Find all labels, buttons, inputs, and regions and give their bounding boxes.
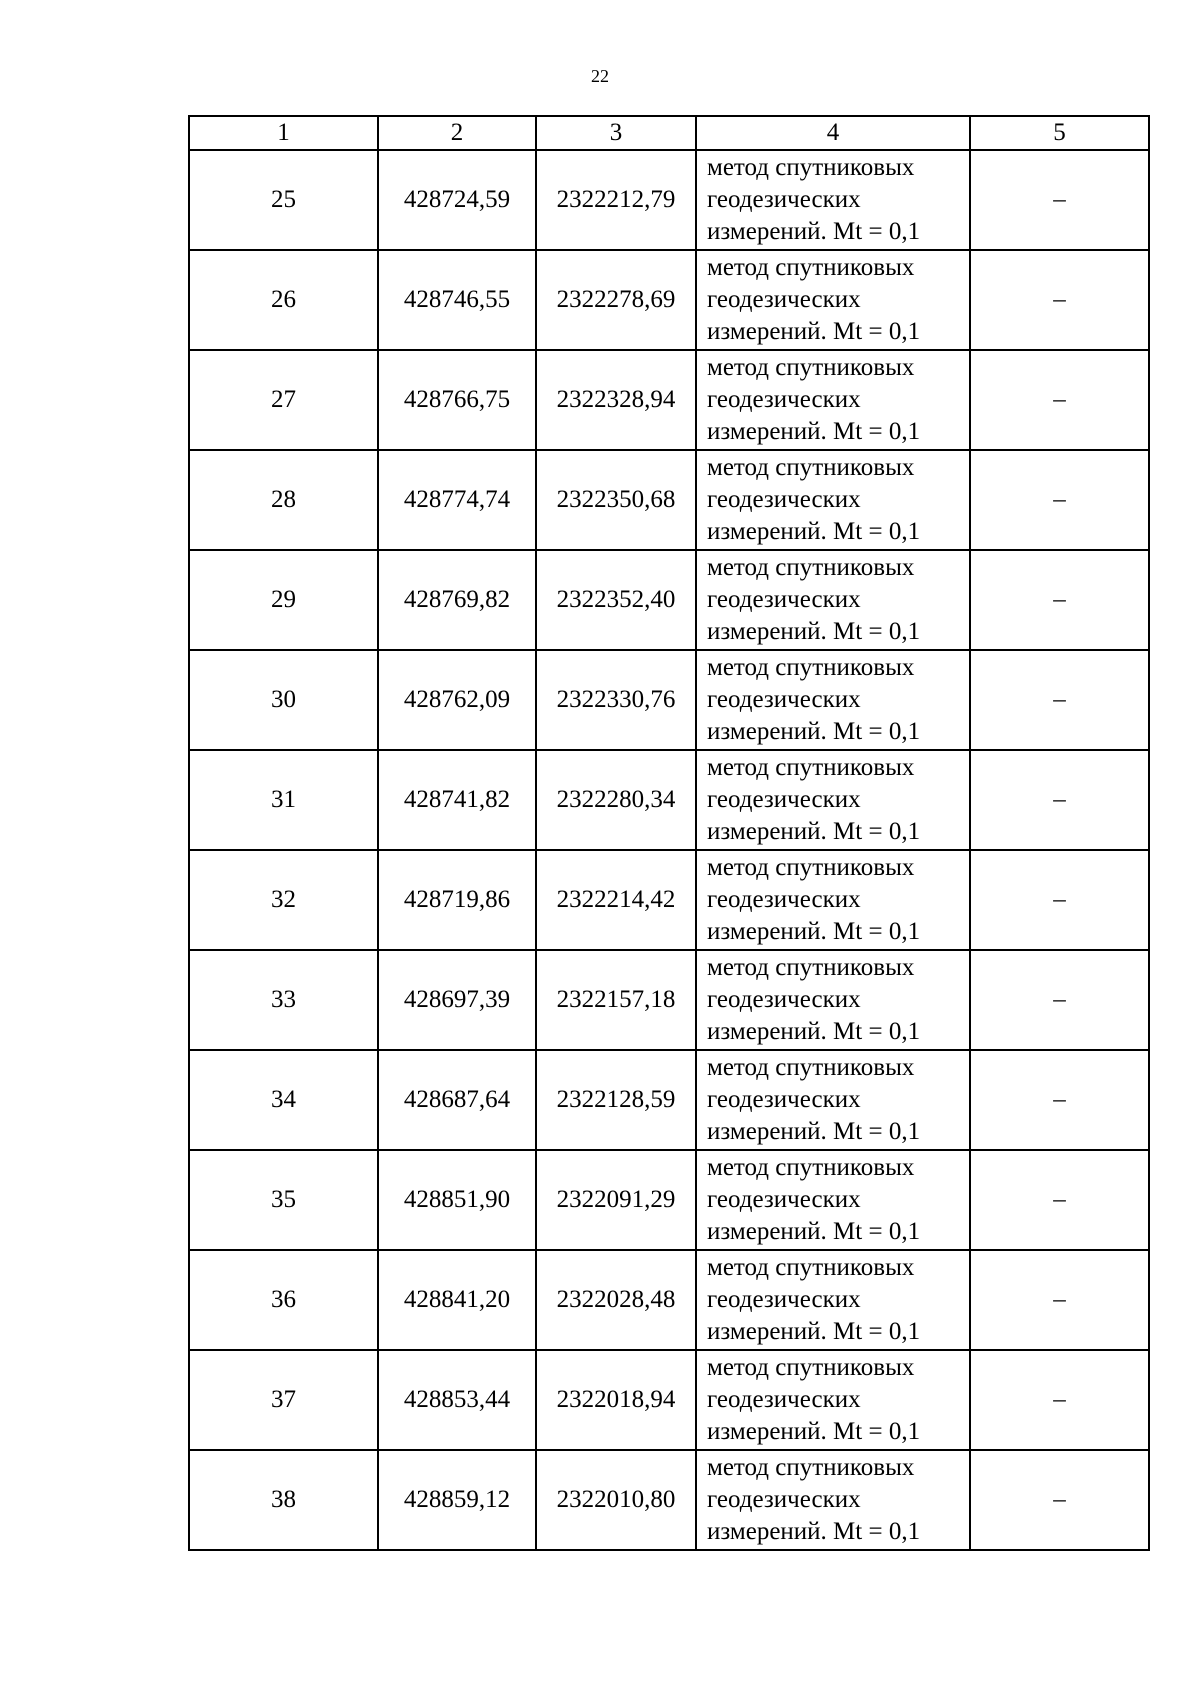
method-line: метод спутниковых (707, 1154, 915, 1181)
method-line: метод спутниковых (707, 854, 915, 881)
table-row (189, 1450, 1149, 1550)
page-number: 22 (591, 66, 609, 86)
y-coordinate-cell: 2322352,40 (536, 550, 696, 650)
point-number-cell: 27 (189, 350, 378, 450)
table-row (189, 1050, 1149, 1150)
y-coordinate-cell: 2322280,34 (536, 750, 696, 850)
method-cell (696, 150, 970, 250)
table-row (189, 1250, 1149, 1350)
method-line: геодезических (707, 1086, 861, 1113)
x-coordinate-cell: 428746,55 (378, 250, 536, 350)
y-coordinate-cell: 2322018,94 (536, 1350, 696, 1450)
note-cell: – (970, 550, 1149, 650)
method-line: геодезических (707, 186, 861, 213)
method-line: метод спутниковых (707, 254, 915, 281)
method-cell (696, 650, 970, 750)
y-coordinate-cell: 2322330,76 (536, 650, 696, 750)
method-line: измерений. Mt = 0,1 (707, 1218, 921, 1245)
coordinates-table (188, 115, 1150, 1551)
column-header-5: 5 (970, 116, 1149, 150)
point-number-cell: 31 (189, 750, 378, 850)
method-line: метод спутниковых (707, 1454, 915, 1481)
method-line: геодезических (707, 586, 861, 613)
note-cell: – (970, 1350, 1149, 1450)
method-line: метод спутниковых (707, 354, 915, 381)
table-row (189, 850, 1149, 950)
method-line: геодезических (707, 1186, 861, 1213)
method-line: измерений. Mt = 0,1 (707, 718, 921, 745)
y-coordinate-cell: 2322010,80 (536, 1450, 696, 1550)
note-cell: – (970, 950, 1149, 1050)
y-coordinate-cell: 2322157,18 (536, 950, 696, 1050)
note-cell: – (970, 350, 1149, 450)
method-line: метод спутниковых (707, 454, 915, 481)
method-line: геодезических (707, 286, 861, 313)
method-line: геодезических (707, 986, 861, 1013)
method-cell (696, 850, 970, 950)
table-row (189, 350, 1149, 450)
y-coordinate-cell: 2322091,29 (536, 1150, 696, 1250)
method-line: метод спутниковых (707, 1254, 915, 1281)
x-coordinate-cell: 428859,12 (378, 1450, 536, 1550)
note-cell: – (970, 650, 1149, 750)
method-line: измерений. Mt = 0,1 (707, 318, 921, 345)
note-cell: – (970, 250, 1149, 350)
table-row (189, 1150, 1149, 1250)
method-cell (696, 1250, 970, 1350)
x-coordinate-cell: 428687,64 (378, 1050, 536, 1150)
note-cell: – (970, 850, 1149, 950)
point-number-cell: 28 (189, 450, 378, 550)
point-number-cell: 25 (189, 150, 378, 250)
method-line: геодезических (707, 786, 861, 813)
method-line: метод спутниковых (707, 1354, 915, 1381)
note-cell: – (970, 150, 1149, 250)
method-line: измерений. Mt = 0,1 (707, 1518, 921, 1545)
point-number-cell: 34 (189, 1050, 378, 1150)
method-cell (696, 1450, 970, 1550)
method-line: метод спутниковых (707, 154, 915, 181)
point-number-cell: 29 (189, 550, 378, 650)
method-line: геодезических (707, 386, 861, 413)
note-cell: – (970, 1450, 1149, 1550)
method-line: измерений. Mt = 0,1 (707, 218, 921, 245)
method-line: геодезических (707, 1486, 861, 1513)
point-number-cell: 30 (189, 650, 378, 750)
x-coordinate-cell: 428853,44 (378, 1350, 536, 1450)
table-row (189, 1350, 1149, 1450)
x-coordinate-cell: 428766,75 (378, 350, 536, 450)
table-body (189, 150, 1149, 1550)
method-line: метод спутниковых (707, 754, 915, 781)
point-number-cell: 37 (189, 1350, 378, 1450)
note-cell: – (970, 450, 1149, 550)
column-header-2: 2 (378, 116, 536, 150)
method-line: измерений. Mt = 0,1 (707, 918, 921, 945)
method-line: измерений. Mt = 0,1 (707, 818, 921, 845)
method-line: геодезических (707, 886, 861, 913)
method-line: измерений. Mt = 0,1 (707, 418, 921, 445)
x-coordinate-cell: 428769,82 (378, 550, 536, 650)
column-header-4: 4 (696, 116, 970, 150)
y-coordinate-cell: 2322278,69 (536, 250, 696, 350)
method-cell (696, 550, 970, 650)
table-row (189, 150, 1149, 250)
point-number-cell: 36 (189, 1250, 378, 1350)
method-cell (696, 250, 970, 350)
method-line: измерений. Mt = 0,1 (707, 518, 921, 545)
table-row (189, 450, 1149, 550)
method-line: измерений. Mt = 0,1 (707, 1418, 921, 1445)
x-coordinate-cell: 428774,74 (378, 450, 536, 550)
point-number-cell: 33 (189, 950, 378, 1050)
x-coordinate-cell: 428762,09 (378, 650, 536, 750)
point-number-cell: 38 (189, 1450, 378, 1550)
method-line: метод спутниковых (707, 954, 915, 981)
table-row (189, 950, 1149, 1050)
method-line: измерений. Mt = 0,1 (707, 1018, 921, 1045)
note-cell: – (970, 1150, 1149, 1250)
method-cell (696, 1350, 970, 1450)
x-coordinate-cell: 428851,90 (378, 1150, 536, 1250)
method-cell (696, 350, 970, 450)
note-cell: – (970, 1050, 1149, 1150)
column-header-1: 1 (189, 116, 378, 150)
method-line: геодезических (707, 1286, 861, 1313)
table-header-row (189, 116, 1149, 150)
method-cell (696, 1150, 970, 1250)
x-coordinate-cell: 428719,86 (378, 850, 536, 950)
method-line: геодезических (707, 1386, 861, 1413)
y-coordinate-cell: 2322128,59 (536, 1050, 696, 1150)
x-coordinate-cell: 428697,39 (378, 950, 536, 1050)
column-header-3: 3 (536, 116, 696, 150)
method-line: геодезических (707, 686, 861, 713)
x-coordinate-cell: 428841,20 (378, 1250, 536, 1350)
note-cell: – (970, 1250, 1149, 1350)
point-number-cell: 32 (189, 850, 378, 950)
y-coordinate-cell: 2322212,79 (536, 150, 696, 250)
y-coordinate-cell: 2322350,68 (536, 450, 696, 550)
method-line: измерений. Mt = 0,1 (707, 1318, 921, 1345)
method-line: метод спутниковых (707, 1054, 915, 1081)
y-coordinate-cell: 2322328,94 (536, 350, 696, 450)
point-number-cell: 26 (189, 250, 378, 350)
method-line: геодезических (707, 486, 861, 513)
method-line: метод спутниковых (707, 654, 915, 681)
method-cell (696, 750, 970, 850)
table-row (189, 250, 1149, 350)
method-line: метод спутниковых (707, 554, 915, 581)
table-row (189, 550, 1149, 650)
method-cell (696, 950, 970, 1050)
method-cell (696, 1050, 970, 1150)
point-number-cell: 35 (189, 1150, 378, 1250)
y-coordinate-cell: 2322214,42 (536, 850, 696, 950)
note-cell: – (970, 750, 1149, 850)
table-row (189, 750, 1149, 850)
y-coordinate-cell: 2322028,48 (536, 1250, 696, 1350)
table-row (189, 650, 1149, 750)
method-line: измерений. Mt = 0,1 (707, 1118, 921, 1145)
method-line: измерений. Mt = 0,1 (707, 618, 921, 645)
x-coordinate-cell: 428724,59 (378, 150, 536, 250)
method-cell (696, 450, 970, 550)
x-coordinate-cell: 428741,82 (378, 750, 536, 850)
